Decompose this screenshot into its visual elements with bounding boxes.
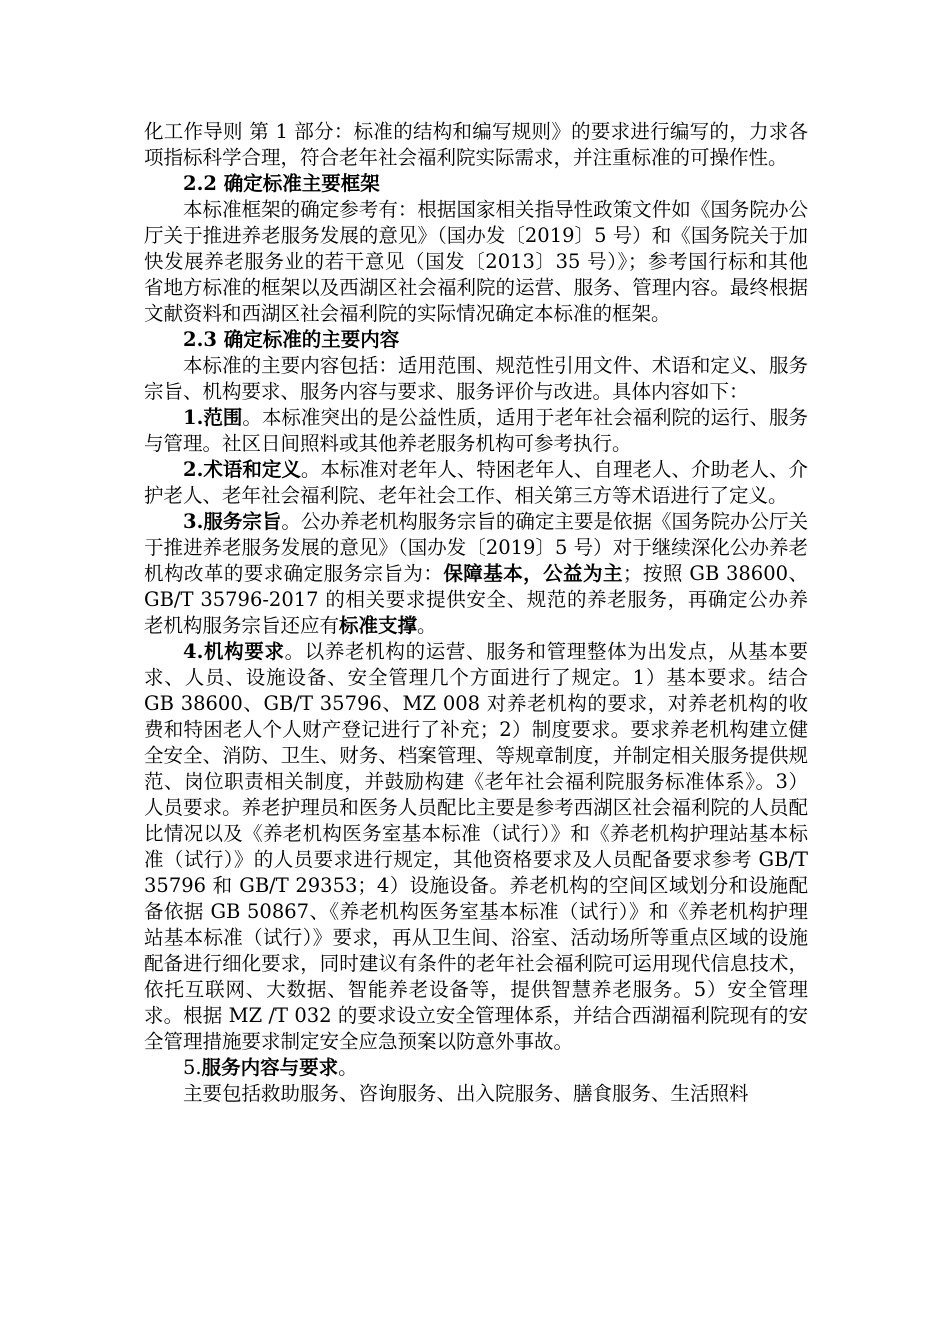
list-item-service-purpose [144,509,808,639]
item-text: 。本标准对老年人、特困老年人、自理老人、介助老人、介护老人、老年社会福利院、老年社会工作、相关第三方等术语进行了定义。 [144,458,808,507]
item-title: 服务宗旨 [203,510,282,533]
item-number: 1. [183,406,204,429]
item-title: 服务内容与要求 [201,1056,339,1079]
list-item-service-content [144,1055,808,1081]
list-item-terms [144,457,808,509]
item-text: 。本标准突出的是公益性质，适用于老年社会福利院的运行、服务与管理。社区日间照料或其他养老服务机构可参考执行。 [144,406,808,455]
item-title: 机构要求 [203,640,285,663]
section-paragraph-2-2: 本标准框架的确定参考有：根据国家相关指导性政策文件如《国务院办公厅关于推进养老服务发展的意见》（国办发〔2019〕5 号）和《国务院关于加快发展养老服务业的若干意见（国发〔2013〕35 号）》；参考国行标和其他省地方标准的框架以及西湖区社会福利院的运营、服务、管理内容。最终根据文献资料和西湖区社会福利院的实际情况确定本标准的框架。 [144,198,808,325]
item-emphasis: 保障基本，公益为主 [443,562,623,585]
item-number: 2. [183,458,204,481]
item-text: 。以养老机构的运营、服务和管理整体为出发点，从基本要求、人员、设施设备、安全管理几个方面进行了规定。1）基本要求。结合 GB 38600、GB/T 35796、MZ 008 对养老机构的要求，对养老机构的收费和特困老人个人财产登记进行了补充；2）制度要求。要求养老机构建立健全安全、消防、卫生、财务、档案管理、等规章制度，并制定相关服务提供规范、岗位职责相关制度，并鼓励构建《老年社会福利院服务标准体系》。3）人员要求。养老护理员和医务人员配比主要是参考西湖区社会福利院的人员配比情况以及《养老机构医务室基本标准（试行）》和《养老机构护理站基本标准（试行）》的人员要求进行规定，其他资格要求及人员配备要求参考 GB/T 35796 和 GB/T 29353；4）设施设备。养老机构的空间区域划分和设施配备依据 GB 50867、《养老机构医务室基本标准（试行）》和《养老机构护理站基本标准（试行）》要求，再从卫生间、浴室、活动场所等重点区域的设施配备进行细化要求，同时建议有条件的老年社会福利院可运用现代信息技术，依托互联网、大数据、智能养老设备等，提供智慧养老服务。5）安全管理求。根据 MZ /T 032 的要求设立安全管理体系，并结合西湖福利院现有的安全管理措施要求制定安全应急预案以防意外事故。 [144,640,808,1053]
item-number: 5. [183,1056,202,1079]
item-title: 术语和定义 [203,458,301,481]
item-text: 。 [338,1056,358,1079]
section-heading-2-2: 2.2 确定标准主要框架 [183,172,380,195]
item-title: 范围 [203,406,243,429]
document-body [144,119,808,1107]
item-text: ；按照 GB 38600、GB/T 35796-2017 的相关要求提供安全、规范的养老服务，再确定公办养老机构服务宗旨还应有 [144,562,808,637]
section-heading-2-3: 2.3 确定标准的主要内容 [183,328,400,351]
item-emphasis: 标准支撑 [339,614,418,637]
item-number: 4. [183,640,204,663]
intro-paragraph: 化工作导则 第 1 部分：标准的结构和编写规则》的要求进行编写的，力求各项指标科学合理，符合老年社会福利院实际需求，并注重标准的可操作性。 [144,120,808,169]
list-item-scope [144,405,808,457]
last-paragraph: 主要包括救助服务、咨询服务、出入院服务、膳食服务、生活照料 [183,1082,749,1105]
item-number: 3. [183,510,204,533]
item-text: 。公办养老机构服务宗旨的确定主要是依据《国务院办公厅关于推进养老服务发展的意见》（国办发〔2019〕5 号）对于继续深化公办养老机构改革的要求确定服务宗旨为： [144,510,808,585]
item-text: 。 [417,614,437,637]
list-item-institution-requirements [144,639,808,1055]
section-paragraph-2-3: 本标准的主要内容包括：适用范围、规范性引用文件、术语和定义、服务宗旨、机构要求、服务内容与要求、服务评价与改进。具体内容如下： [144,354,808,403]
